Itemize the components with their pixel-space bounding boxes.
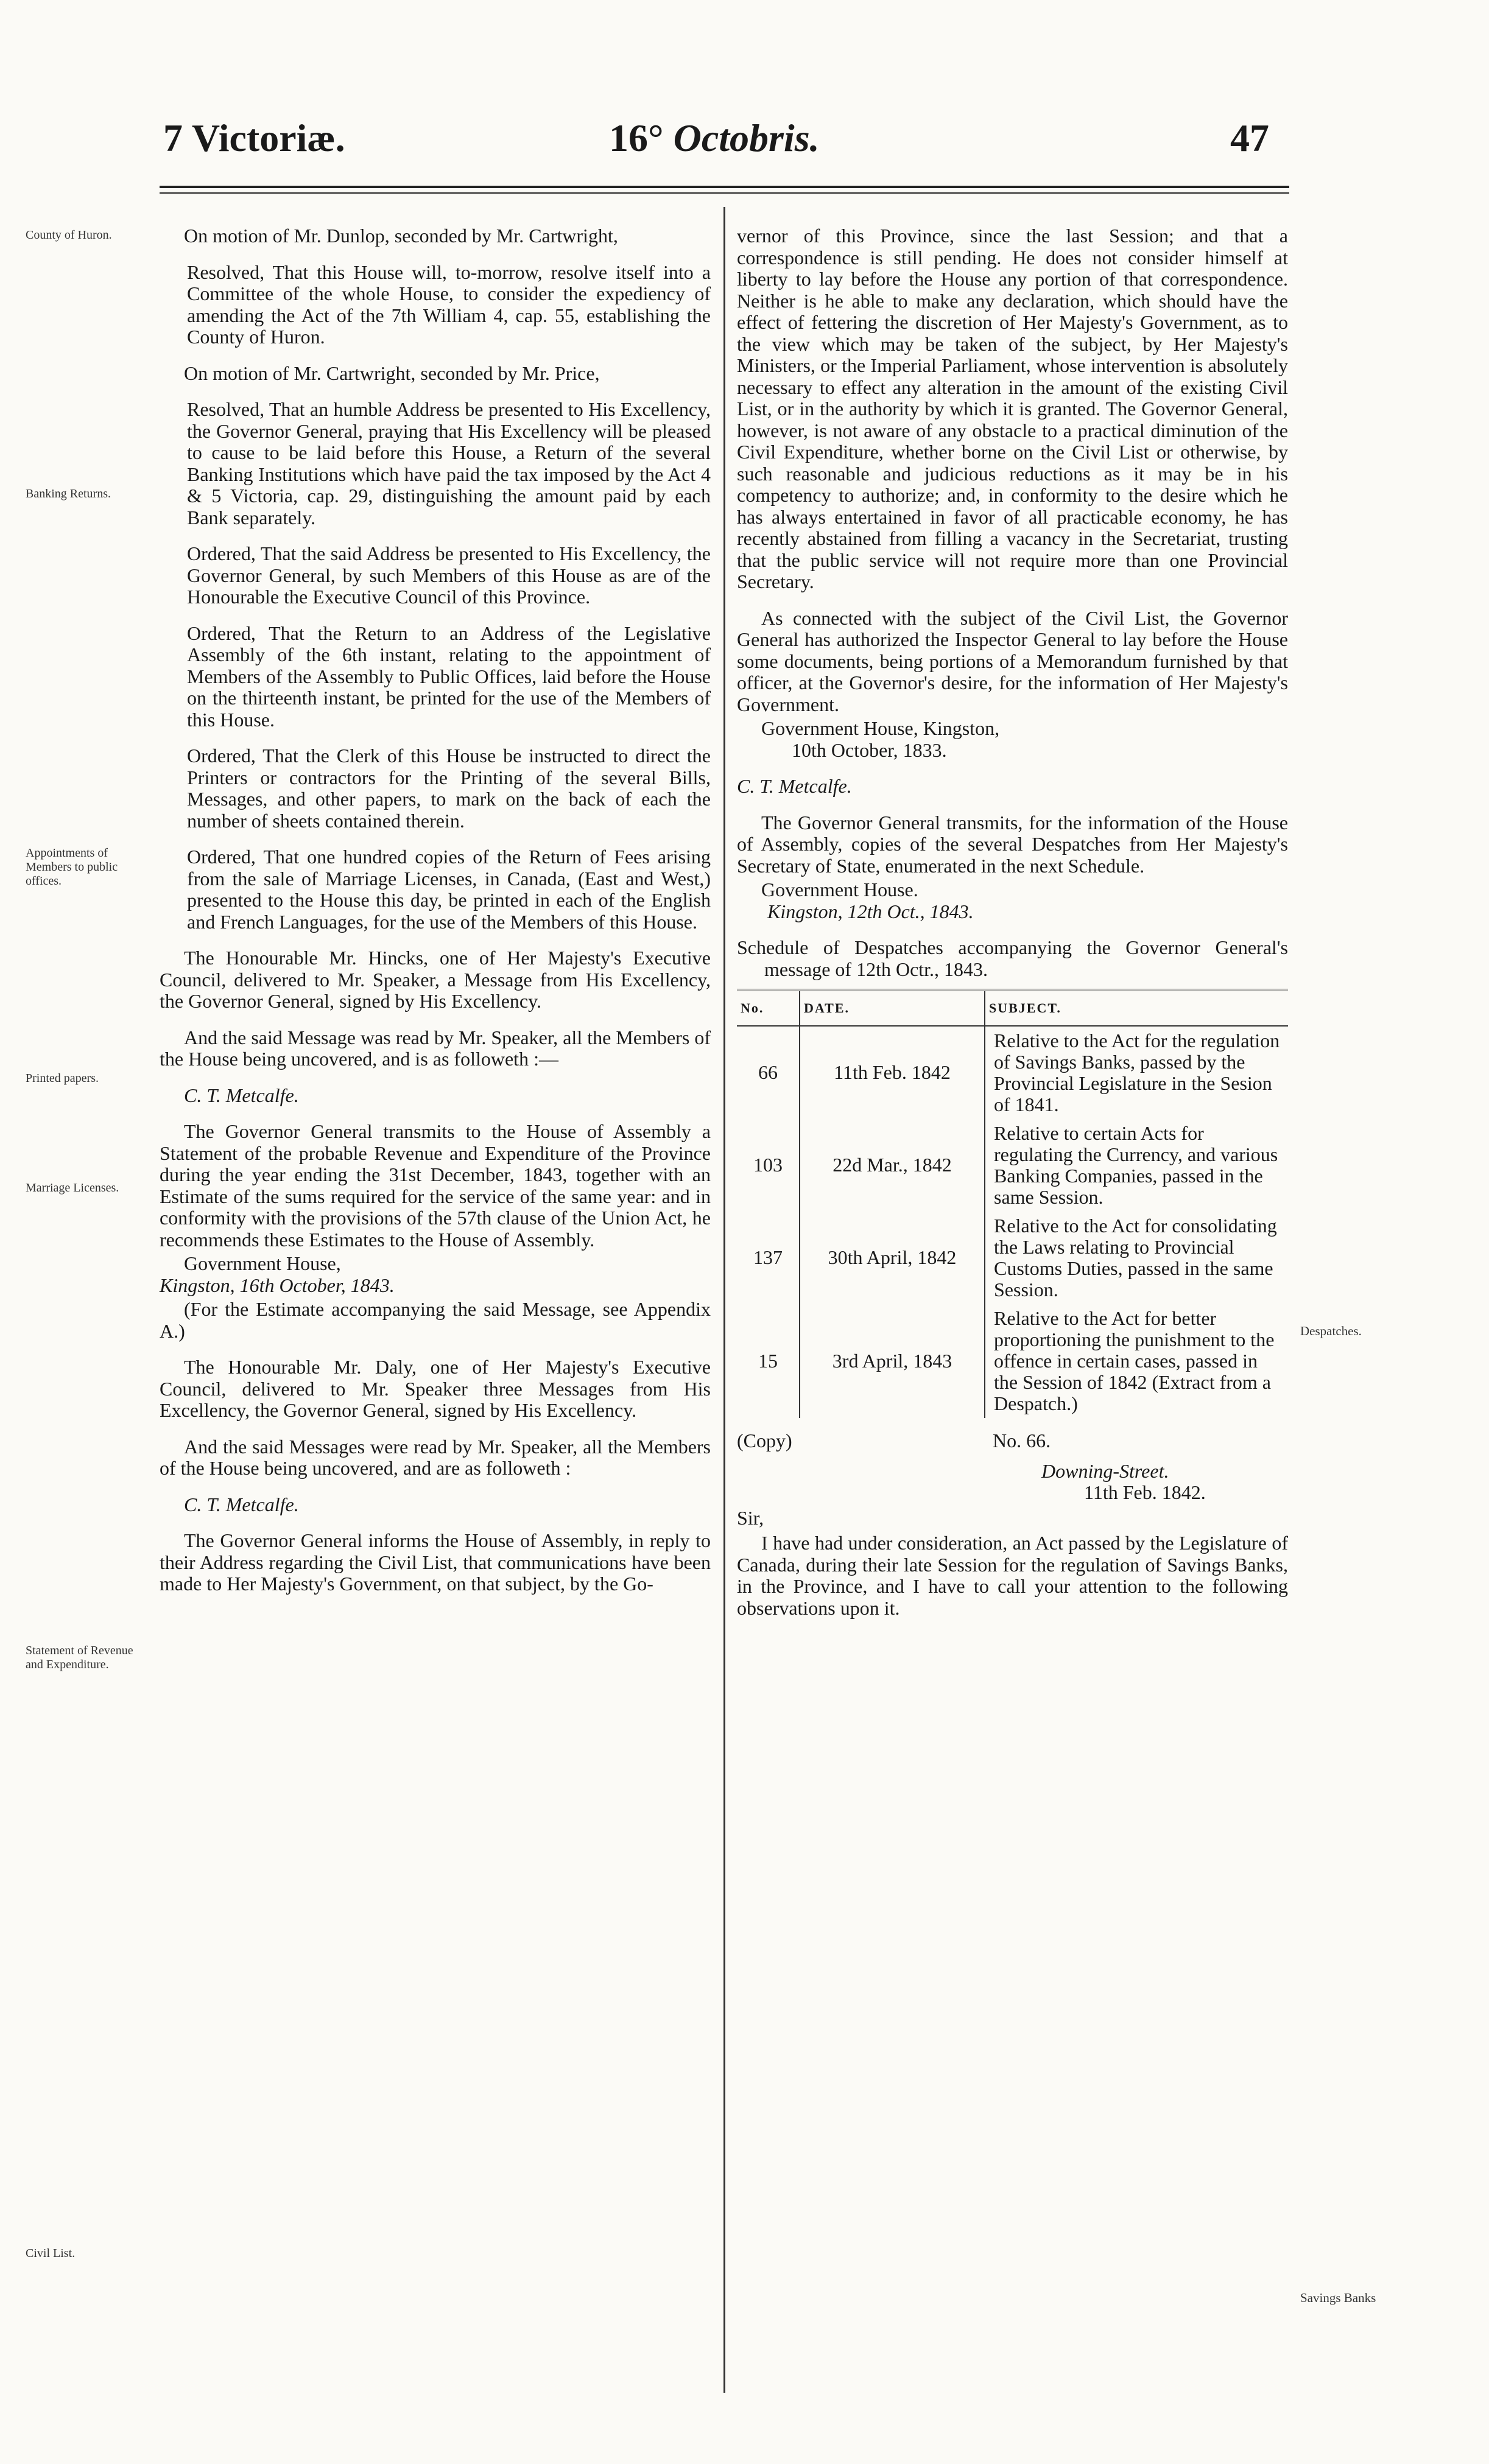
margin-note: Savings Banks [1300,2290,1376,2305]
letter-place: Downing-Street. [1041,1459,1169,1482]
motion-text: On motion of Mr. Cartwright, seconded by Mr. Price, [184,362,600,384]
column-header-subject: SUBJECT. [985,990,1288,1026]
letter-date: 11th Feb. 1842. [1084,1481,1206,1503]
dateline: Kingston, 12th Oct., 1843. [767,900,974,922]
despatch-no: 137 [753,1246,783,1268]
margin-note: Statement of Revenue and Expenditure. [26,1644,133,1671]
despatch-subject: Relative to certain Acts for regulating the Currency, and various Banking Companies, passed in the same Session. [985,1119,1288,1212]
message-delivery-text: The Honourable Mr. Daly, one of Her Majesty's Executive Council, delivered to Mr. Speaker three Messages from His Excellency, the Governor General, signed by His Excellency. [160,1356,711,1421]
page-header [0,116,1489,170]
margin-note: Banking Returns. [26,487,111,500]
order-text: Ordered, That the said Address be presented to His Excellency, the Governor General, by such Members of this House as are of the Honourable the Executive Council of this Province. [187,542,711,608]
page-number: 47 [1230,116,1269,160]
resolution-text: Resolved, That an humble Address be presented to His Excellency, the Governor General, praying that His Excellency will be pleased to cause to be laid before this House, a Return of the several Banking Institutions which have paid the tax imposed by the Act 4 & 5 Victoria, cap. 29, distinguishing the amount paid by each Bank separately. [187,398,711,528]
dateline: Government House, [184,1252,341,1274]
dateline: Government House, Kingston, [761,717,1000,739]
table-row [737,1119,1288,1212]
schedule-title: Schedule of Despatches accompanying the Governor General's message of 12th Octr., 1843. [737,936,1288,980]
margin-note: Despatches. [1300,1324,1362,1338]
motion-text: On motion of Mr. Dunlop, seconded by Mr. Cartwright, [184,225,618,247]
message-read-text: And the said Message was read by Mr. Speaker, all the Members of the House being uncovered, and is as followeth :— [160,1026,711,1070]
message-body: The Governor General informs the House of Assembly, in reply to their Address regarding the Civil List, that communications have been made to Her Majesty's Government, on that subject, by the Go- [160,1529,711,1595]
despatch-date: 22d Mar., 1842 [800,1119,985,1212]
running-title-date: 16° Octobris. [609,116,820,160]
resolution-text: Resolved, That this House will, to-morrow, resolve itself into a Committee of the whole House, to consider the expediency of amending the Act of the 7th William 4, cap. 55, establishing the County of Huron. [187,261,711,348]
dateline: 10th October, 1833. [792,739,947,761]
header-rule-thin [160,192,1289,194]
dateline: Kingston, 16th October, 1843. [160,1274,395,1296]
order-text: Ordered, That the Clerk of this House be instructed to direct the Printers or contractors for the Printing of the several Bills, Messages, and other papers, to mark on the back of each the number of sheets contained therein. [187,745,711,832]
order-text: Ordered, That the Return to an Address of the Legislative Assembly of the 6th instant, relating to the appointment of Members of the Assembly to Public Offices, laid before the House on the thirteenth instant, be printed for the use of the Members of this House. [187,622,711,731]
running-title-left: 7 Victoriæ. [163,116,345,160]
signature: C. T. Metcalfe. [184,1493,299,1515]
table-header-row [737,990,1288,1026]
letter-body: I have had under consideration, an Act passed by the Legislature of Canada, during their late Session for the regulation of Savings Banks, in the Province, and I have to call your attention to the following observations upon it. [737,1532,1288,1619]
despatch-subject: Relative to the Act for better proportioning the punishment to the offence in certain cases, passed in the Session of 1842 (Extract from a Despatch.) [985,1304,1288,1418]
despatch-no: 66 [758,1061,778,1083]
table-row [737,1212,1288,1304]
despatch-subject: Relative to the Act for consolidating the Laws relating to Provincial Customs Duties, passed in the same Session. [985,1212,1288,1304]
header-rule [160,186,1289,188]
right-column [737,225,1288,1634]
message-delivery-text: The Honourable Mr. Hincks, one of Her Majesty's Executive Council, delivered to Mr. Speaker, a Message from His Excellency, the Governor General, signed by His Excellency. [160,947,711,1012]
despatch-no: 103 [753,1154,783,1176]
order-text: Ordered, That one hundred copies of the Return of Fees arising from the sale of Marriage Licenses, in Canada, (East and West,) presented to the House this day, be printed in each of the English and French Languages, for the use of the Members of this House. [187,846,711,933]
despatch-no: 15 [758,1349,778,1372]
despatch-date: 30th April, 1842 [800,1212,985,1304]
signature: C. T. Metcalfe. [184,1084,299,1106]
margin-note: Civil List. [26,2247,76,2260]
dateline: Government House. [761,879,918,900]
despatch-subject: Relative to the Act for the regulation of Savings Banks, passed by the Provincial Legislature in the Sesion of 1841. [985,1026,1288,1119]
despatch-date: 3rd April, 1843 [800,1304,985,1418]
left-column [160,225,711,1610]
message-body: The Governor General transmits, for the information of the House of Assembly, copies of the several Despatches from Her Majesty's Secretary of State, enumerated in the next Schedule. [737,811,1288,877]
copy-label: (Copy) [737,1429,792,1451]
message-body: As connected with the subject of the Civil List, the Governor General has authorized the Inspector General to lay before the House some documents, being portions of a Memorandum furnished by that officer, at the Governor's desire, for the information of Her Majesty's Government. [737,606,1288,715]
copy-line [737,1430,1288,1455]
table-row [737,1304,1288,1418]
despatch-schedule-table [737,989,1288,1418]
appendix-note: (For the Estimate accompanying the said Message, see Appendix A.) [160,1298,711,1342]
table-row [737,1026,1288,1119]
column-header-date: DATE. [800,990,985,1026]
message-read-text: And the said Messages were read by Mr. Speaker, all the Members of the House being uncovered, and are as followeth : [160,1435,711,1479]
margin-note: Marriage Licenses. [26,1181,119,1195]
message-body: vernor of this Province, since the last Session; and that a correspondence is still pending. He does not consider himself at liberty to lay before the House any portion of that correspondence. Neither is he able to make any declaration, which should have the effect of fettering the discretion of Her Majesty's Government, as to the view which may be taken of the subject, by Her Majesty's Ministers, or the Imperial Parliament, whose intervention is absolutely necessary to effect any alteration in the amount of the existing Civil List, or in the authority by which it is granted. The Governor General, however, is not aware of any obstacle to a practical diminution of the Civil Expenditure, whether borne on the Civil List or otherwise, by such reasonable and judicious reductions as it may be in his competency to authorize; and, in conformity to the desire which he has always entertained in favor of all practicable economy, he has recently abstained from filling a vacancy in the Secretariat, trusting that the public service will not require more than one Provincial Secretary. [737,225,1288,592]
margin-note: Appointments of Members to public offices. [26,846,118,888]
despatch-number: No. 66. [993,1429,1051,1451]
margin-note: Printed papers. [26,1072,99,1085]
despatch-date: 11th Feb. 1842 [800,1026,985,1119]
salutation: Sir, [737,1506,764,1529]
margin-note: County of Huron. [26,228,112,242]
column-header-no: No. [737,990,800,1026]
message-body: The Governor General transmits to the House of Assembly a Statement of the probable Revenue and Expenditure of the Province during the year ending the 31st December, 1843, together with an Estimate of the sums required for the service of the same year: and in conformity with the provisions of the 57th clause of the Union Act, he recommends these Estimates to the House of Assembly. [160,1120,711,1251]
column-divider [723,207,725,2393]
signature: C. T. Metcalfe. [737,775,852,797]
